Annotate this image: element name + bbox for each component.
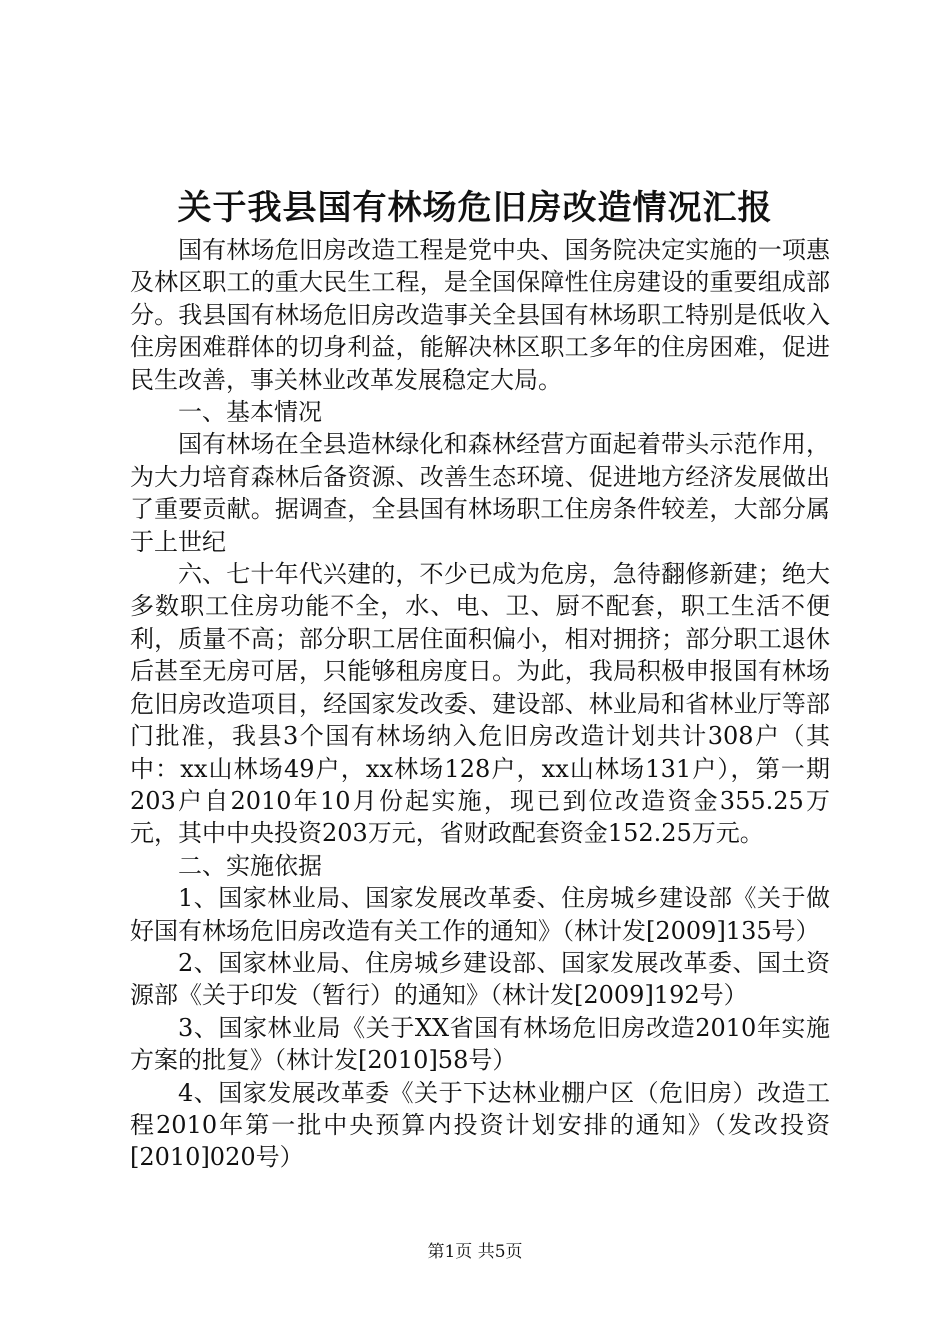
document-title: 关于我县国有林场危旧房改造情况汇报 [177,188,773,228]
section-heading-basis: 二、实施依据 [178,851,322,880]
page-number-footer: 第1页 共5页 [427,1242,523,1262]
section-heading-basic-situation: 一、基本情况 [178,398,322,427]
paragraph-intro: 国有林场危旧房改造工程是党中央、国务院决定实施的一项惠及林区职工的重大民生工程，是全国保障性住房建设的重要组成部分。我县国有林场危旧房改造事关全县国有林场职工特别是低收入住房困难群体的切身利益，能解决林区职工多年的住房困难，促进民生改善，事关林业改革发展稳定大局。 [130,236,830,394]
document-body [130,234,830,1174]
paragraph-housing-conditions: 六、七十年代兴建的，不少已成为危房，急待翻修新建；绝大多数职工住房功能不全，水、电、卫、厨不配套，职工生活不便利，质量不高；部分职工居住面积偏小，相对拥挤；部分职工退休后甚至无房可居，只能够租房度日。为此，我局积极申报国有林场危旧房改造项目，经国家发改委、建设部、林业局和省林业厅等部门批准，我县3个国有林场纳入危旧房改造计划共计308户（其中：xx山林场49户，xx林场128户，xx山林场131户），第一期203户自2010年10月份起实施，现已到位改造资金355.25万元，其中中央投资203万元，省财政配套资金152.25万元。 [130,560,830,848]
basis-item-4: 4、国家发展改革委《关于下达林业棚户区（危旧房）改造工程2010年第一批中央预算内投资计划安排的通知》（发改投资[2010]020号） [130,1078,830,1172]
basis-item-2: 2、国家林业局、住房城乡建设部、国家发展改革委、国土资源部《关于印发（暂行）的通知》（林计发[2009]192号） [130,948,830,1010]
basis-item-3: 3、国家林业局《关于XX省国有林场危旧房改造2010年实施方案的批复》（林计发[2010]58号） [130,1013,830,1075]
paragraph-basic-situation: 国有林场在全县造林绿化和森林经营方面起着带头示范作用，为大力培育森林后备资源、改善生态环境、促进地方经济发展做出了重要贡献。据调查，全县国有林场职工住房条件较差，大部分属于上世纪 [130,430,830,556]
basis-item-1: 1、国家林业局、国家发展改革委、住房城乡建设部《关于做好国有林场危旧房改造有关工作的通知》（林计发[2009]135号） [130,884,830,945]
